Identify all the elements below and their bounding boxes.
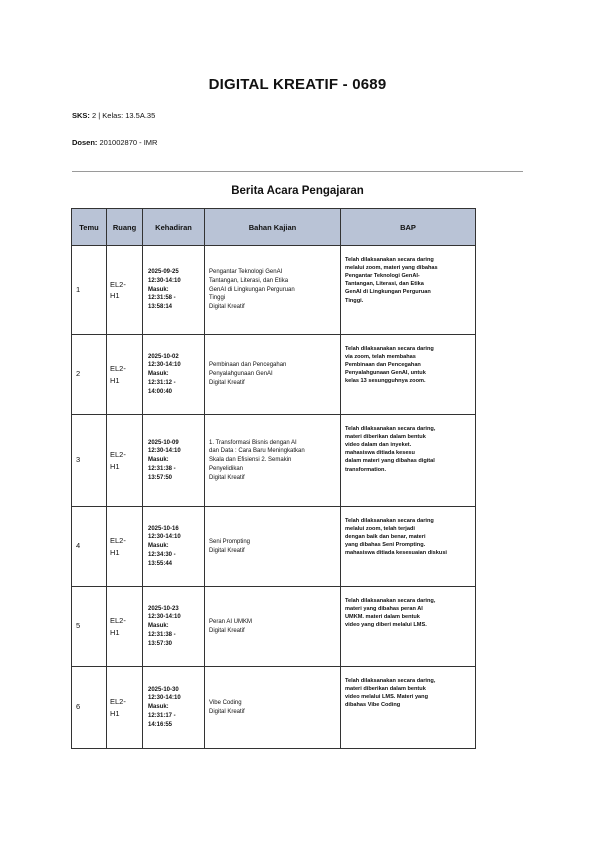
cell-ruang (107, 246, 143, 335)
table-row (72, 507, 476, 587)
cell-bap-line: Telah dilaksanakan secara daring, (345, 426, 436, 432)
section-title: Berita Acara Pengajaran (231, 185, 364, 197)
cell-bap (341, 246, 476, 335)
cell-temu: 2 (72, 335, 107, 415)
cell-kehadiran-line: 12:30-14:10 (148, 695, 181, 702)
cell-bap-line: kelas 13 sesungguhnya zoom. (345, 378, 426, 385)
table-row (72, 415, 476, 507)
table-header-row (72, 209, 476, 246)
cell-bap (341, 415, 476, 507)
col-header-bahan-kajian: Bahan Kajian (205, 209, 341, 246)
cell-kehadiran-line: Masuk: (148, 371, 169, 378)
cell-temu: 1 (72, 246, 107, 335)
cell-bap-line: transformation. (345, 466, 387, 473)
cell-bap-line: materi diberikan dalam bentuk (345, 434, 426, 441)
cell-bap-line: video melalui LMS. Materi yang (345, 694, 428, 701)
cell-bap-line: Telah dilaksanakan secara daring, (345, 678, 436, 684)
cell-kehadiran-line: 12:30-14:10 (148, 362, 181, 369)
cell-kehadiran-line: 12:30-14:10 (148, 534, 181, 541)
cell-bahan-kajian-line: Pengantar Teknologi GenAI (209, 269, 283, 276)
cell-bap (341, 335, 476, 415)
cell-ruang-line: EL2- (110, 697, 126, 707)
table-row (72, 587, 476, 667)
cell-ruang-line: H1 (110, 461, 120, 471)
cell-bap-line: GenAI di Lingkungan Perguruan (345, 289, 431, 296)
cell-bahan-kajian (205, 507, 341, 587)
dosen-label: Dosen: (72, 138, 98, 147)
cell-bap-line: dalam materi yang dibahas digital (345, 458, 435, 465)
cell-kehadiran-line: 2025-10-16 (148, 525, 179, 532)
cell-kehadiran-line: 13:58:14 (148, 304, 173, 311)
cell-kehadiran-line: Masuk: (148, 704, 169, 711)
cell-bap-line: melalui zoom, telah terjadi (345, 526, 415, 533)
cell-bahan-kajian-line: Skala dan Efisiensi 2. Semakin (209, 457, 292, 464)
cell-bahan-kajian-line: 1. Transformasi Bisnis dengan AI (209, 439, 297, 446)
cell-bap-line: dengan baik dan benar, materi (345, 534, 426, 541)
cell-bap-line: Telah dilaksanakan secara daring (345, 518, 434, 524)
cell-bahan-kajian-line: Pembinaan dan Pencegahan (209, 362, 287, 369)
col-header-temu: Temu (72, 209, 107, 246)
sks-label: SKS: (72, 111, 90, 120)
cell-bahan-kajian-line: Penyelidikan (209, 465, 244, 472)
cell-bap-line: Telah dilaksanakan secara daring (345, 346, 434, 352)
cell-kehadiran (143, 246, 205, 335)
cell-bap (341, 507, 476, 587)
cell-bap-line: Pembinaan dan Pencegahan (345, 362, 421, 369)
cell-bap-line: materi diberikan dalam bentuk (345, 686, 426, 693)
cell-kehadiran (143, 415, 205, 507)
course-title: DIGITAL KREATIF - 0689 (208, 76, 387, 93)
col-header-kehadiran: Kehadiran (143, 209, 205, 246)
cell-kehadiran-line: 14:16:55 (148, 721, 173, 728)
col-header-ruang: Ruang (107, 209, 143, 246)
sks-value: 2 | Kelas: 13.5A.35 (92, 111, 156, 120)
cell-bahan-kajian-line: GenAI di Lingkungan Perguruan (209, 286, 295, 293)
cell-bahan-kajian-line: Peran AI UMKM (209, 618, 253, 625)
cell-ruang-line: EL2- (110, 364, 126, 374)
cell-bap-line: video yang diberi melalui LMS. (345, 622, 427, 629)
lecturer-meta (72, 138, 157, 147)
cell-bap-line: dibahas Vibe Coding (345, 702, 401, 709)
cell-kehadiran-line: 12:31:12 - (148, 379, 176, 386)
cell-kehadiran (143, 667, 205, 749)
cell-bap-line: materi yang dibahas peran AI (345, 606, 423, 613)
cell-bap-line: video dalam dan inyeket. (345, 442, 412, 449)
cell-bahan-kajian-line: Digital Kreatif (209, 379, 245, 386)
bap-table (71, 208, 476, 749)
cell-kehadiran-line: 12:31:58 - (148, 295, 176, 302)
cell-ruang-line: H1 (110, 627, 120, 637)
cell-bap (341, 587, 476, 667)
cell-kehadiran-line: 13:57:50 (148, 474, 173, 481)
cell-bap-line: Pengantar Teknologi GenAI- (345, 273, 420, 280)
cell-bahan-kajian-line: Digital Kreatif (209, 627, 245, 634)
cell-kehadiran (143, 507, 205, 587)
cell-kehadiran-line: 13:57:30 (148, 640, 173, 647)
cell-kehadiran-line: 2025-10-09 (148, 439, 179, 446)
cell-ruang-line: EL2- (110, 616, 126, 626)
cell-bahan-kajian-line: Tinggi (209, 295, 226, 302)
cell-ruang-line: H1 (110, 708, 120, 718)
table-row (72, 335, 476, 415)
cell-bap-line: Penyalahgunaan GenAI, untuk (345, 370, 426, 377)
cell-bahan-kajian-line: dan Data : Cara Baru Meningkatkan (209, 448, 305, 455)
cell-bap-line: Telah dilaksanakan secara daring (345, 257, 434, 263)
cell-ruang-line: EL2- (110, 279, 126, 289)
cell-kehadiran-line: 12:31:38 - (148, 465, 176, 472)
cell-bap-line: mahasiswa ditiada kesesu (345, 450, 415, 457)
cell-ruang-line: H1 (110, 291, 120, 300)
cell-bahan-kajian-line: Digital Kreatif (209, 304, 245, 311)
cell-bap-line: mahasiswa ditiada kesesuaian diskusi (345, 550, 447, 557)
cell-bahan-kajian (205, 246, 341, 335)
course-meta (72, 111, 155, 120)
cell-kehadiran-line: 14:00:40 (148, 388, 173, 395)
cell-ruang-line: EL2- (110, 450, 126, 460)
divider (72, 171, 523, 172)
cell-kehadiran-line: 12:31:38 - (148, 631, 176, 638)
cell-kehadiran (143, 335, 205, 415)
cell-bahan-kajian (205, 667, 341, 749)
cell-temu: 6 (72, 667, 107, 749)
col-header-bap: BAP (341, 209, 476, 246)
cell-bap (341, 667, 476, 749)
table-row (72, 246, 476, 335)
cell-bahan-kajian-line: Seni Prompting (209, 538, 251, 545)
cell-bahan-kajian-line: Tantangan, Literasi, dan Etika (209, 277, 289, 284)
cell-kehadiran-line: 12:30-14:10 (148, 614, 181, 621)
cell-bahan-kajian-line: Digital Kreatif (209, 474, 245, 481)
cell-ruang-line: EL2- (110, 536, 126, 546)
table-row (72, 667, 476, 749)
cell-bahan-kajian-line: Digital Kreatif (209, 708, 245, 715)
cell-bap-line: yang dibahas Seni Prompting. (345, 542, 426, 549)
cell-temu: 5 (72, 587, 107, 667)
cell-kehadiran-line: 2025-10-02 (148, 353, 179, 360)
cell-ruang-line: H1 (110, 375, 120, 385)
cell-kehadiran-line: 2025-10-30 (148, 686, 179, 693)
cell-kehadiran-line: Masuk: (148, 623, 169, 630)
cell-kehadiran-line: Masuk: (148, 286, 169, 293)
cell-kehadiran-line: 12:30-14:10 (148, 448, 181, 455)
cell-kehadiran (143, 587, 205, 667)
cell-bahan-kajian-line: Digital Kreatif (209, 547, 245, 554)
cell-temu: 3 (72, 415, 107, 507)
cell-kehadiran-line: Masuk: (148, 543, 169, 550)
cell-bahan-kajian-line: Vibe Coding (209, 699, 242, 706)
cell-bap-line: melalui zoom, materi yang dibahas (345, 265, 438, 272)
cell-ruang-line: H1 (110, 547, 120, 557)
cell-bahan-kajian-line: Penyalahgunaan GenAI (209, 371, 273, 378)
cell-kehadiran-line: 2025-09-25 (148, 269, 179, 276)
cell-kehadiran-line: Masuk: (148, 457, 169, 464)
cell-kehadiran-line: 12:30-14:10 (148, 277, 181, 284)
cell-bahan-kajian (205, 415, 341, 507)
cell-kehadiran-line: 12:31:17 - (148, 712, 176, 719)
cell-ruang (107, 667, 143, 749)
cell-temu: 4 (72, 507, 107, 587)
cell-bahan-kajian (205, 587, 341, 667)
cell-kehadiran-line: 13:55:44 (148, 560, 173, 567)
cell-ruang (107, 507, 143, 587)
cell-bap-line: Tinggi. (345, 297, 364, 304)
cell-bahan-kajian (205, 335, 341, 415)
cell-kehadiran-line: 2025-10-23 (148, 605, 179, 612)
cell-bap-line: via zoom, telah membahas (345, 354, 416, 361)
cell-ruang (107, 587, 143, 667)
cell-bap-line: Tantangan, Literasi, dan Etika (345, 281, 424, 288)
dosen-value: 201002870 - IMR (99, 138, 158, 147)
cell-bap-line: UMKM. materi dalam bentuk (345, 614, 420, 621)
cell-kehadiran-line: 12:34:30 - (148, 551, 176, 558)
cell-ruang (107, 335, 143, 415)
cell-ruang (107, 415, 143, 507)
cell-bap-line: Telah dilaksanakan secara daring, (345, 598, 436, 604)
